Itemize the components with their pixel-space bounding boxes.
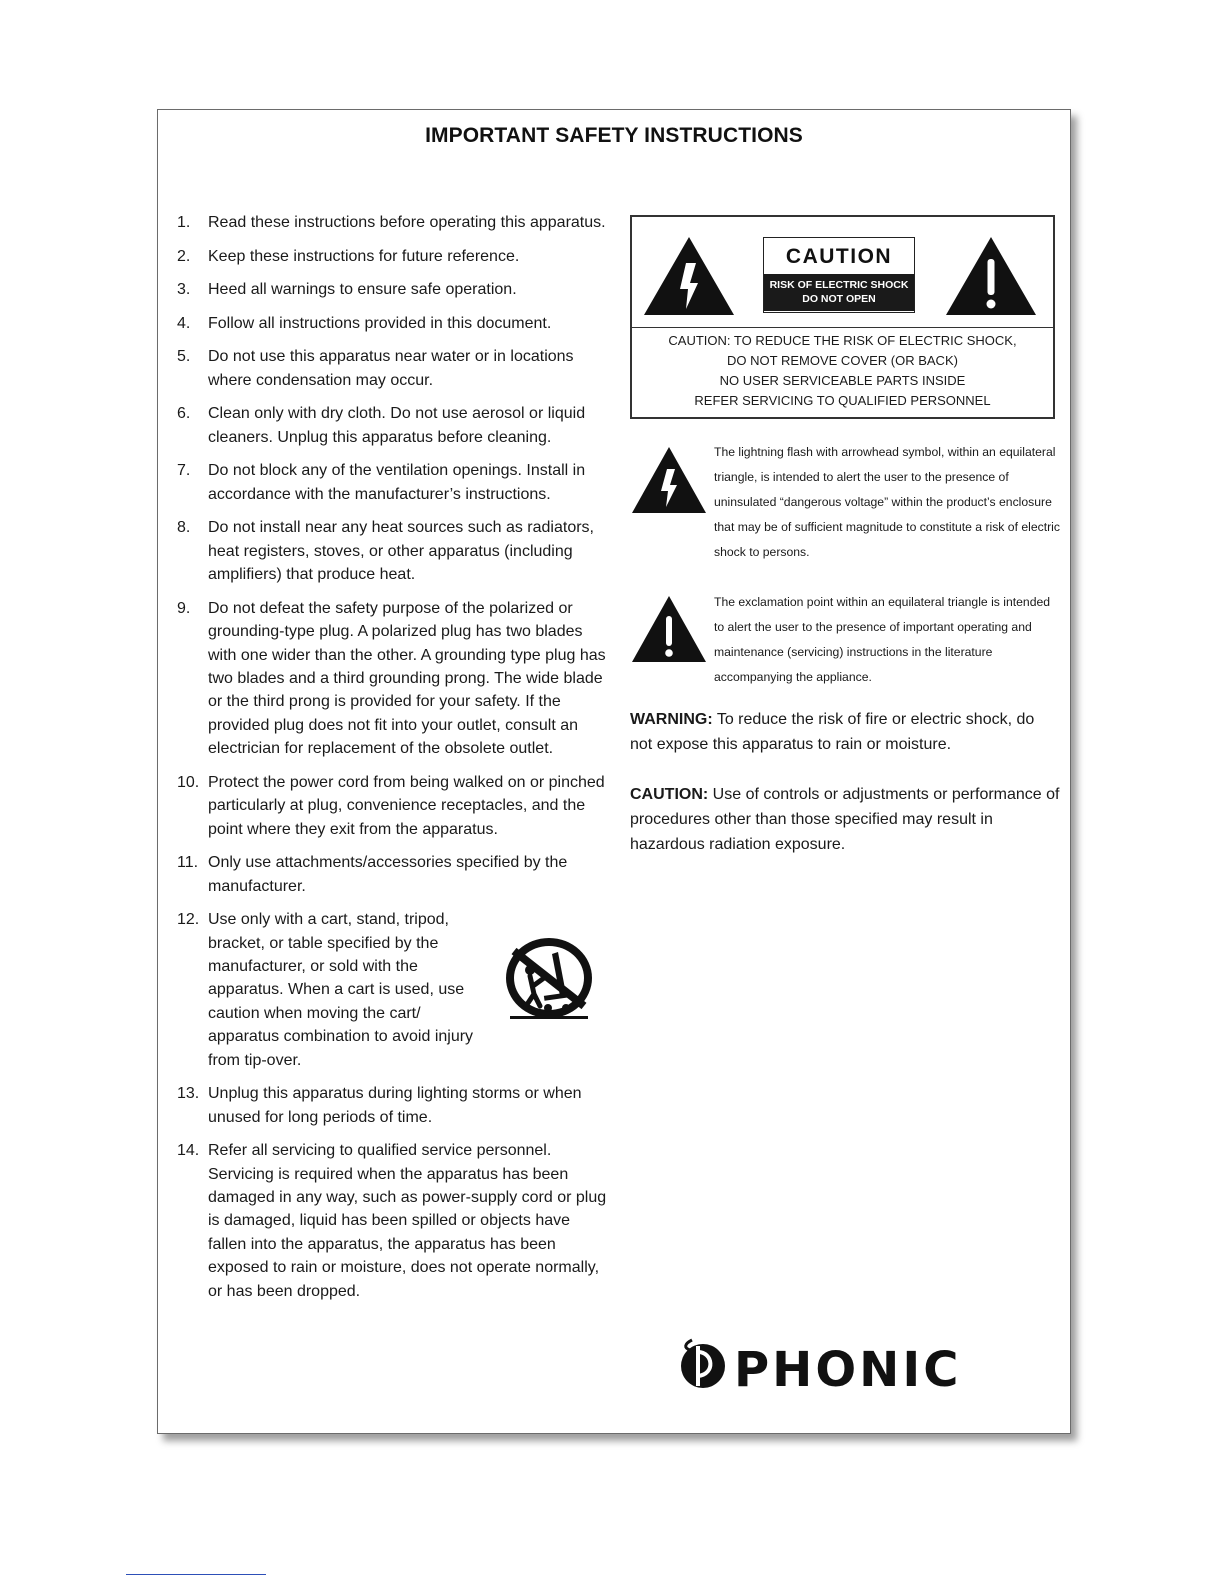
phonic-logo	[680, 1338, 1020, 1390]
item-text: Do not install near any heat sources such as radiators, heat registers, stoves, or other apparatus (including amplifiers) that produce heat.	[208, 519, 594, 584]
item-text: Do not defeat the safety purpose of the polarized or grounding-type plug. A polarized plug has two blades with one wider than the other. A grounding type plug has two blades and a third grounding prong. The wide blade or the third prong is provided for your safety. If the provided plug does not fit into your outlet, consult an electrician for replacement of the obsolete outlet.	[208, 599, 606, 758]
instruction-list	[176, 211, 608, 1313]
instruction-item	[176, 597, 608, 761]
instruction-item	[176, 851, 608, 898]
instruction-item	[176, 459, 608, 506]
warning-label: WARNING:	[630, 711, 713, 728]
instruction-item	[176, 278, 608, 301]
cart-tipover-icon	[500, 936, 596, 1026]
warning-text: To reduce the risk of fire or electric shock, do not expose this apparatus to rain or moisture.	[630, 711, 1035, 753]
item-number: 4.	[177, 314, 191, 332]
caution-line: CAUTION: TO REDUCE THE RISK OF ELECTRIC SHOCK,	[668, 333, 1017, 348]
item-text: Only use attachments/accessories specified by the manufacturer.	[208, 854, 568, 895]
item-number: 2.	[177, 247, 191, 265]
footer-link-underline	[126, 1574, 266, 1575]
lightning-triangle-icon	[630, 445, 708, 515]
item-number: 9.	[177, 599, 191, 617]
item-text: Keep these instructions for future reference.	[208, 247, 520, 265]
caution-line: REFER SERVICING TO QUALIFIED PERSONNEL	[694, 393, 991, 408]
item-text: Do not block any of the ventilation openings. Install in accordance with the manufacturer’s instructions.	[208, 462, 586, 503]
instruction-item	[176, 245, 608, 268]
instruction-item	[176, 345, 608, 392]
lightning-symbol-text: The lightning flash with arrowhead symbol, within an equilateral triangle, is intended to alert the user to the presence of uninsulated “dangerous voltage” within the product’s enclosure that may be of sufficient magnitude to constitute a risk of electric shock to persons.	[714, 445, 1060, 559]
caution-sub-line: DO NOT OPEN	[802, 293, 876, 305]
instruction-item	[176, 908, 608, 1072]
caution-label	[763, 237, 915, 313]
exclamation-triangle-icon	[630, 594, 708, 664]
instruction-item	[176, 312, 608, 335]
caution-sub-line: RISK OF ELECTRIC SHOCK	[769, 279, 909, 291]
item-text: Clean only with dry cloth. Do not use aerosol or liquid cleaners. Unplug this apparatus before cleaning.	[208, 405, 586, 446]
instruction-item	[176, 402, 608, 449]
instruction-item	[176, 1139, 608, 1303]
caution-notice	[630, 782, 1060, 857]
item-text: Unplug this apparatus during lighting storms or when unused for long periods of time.	[208, 1085, 582, 1126]
item-text: Use only with a cart, stand, tripod, bracket, or table specified by the manufacturer, or sold with the apparatus. When a cart is used, use caution when moving the cart/ apparatus combination to avoid injury from tip-over.	[208, 911, 474, 1069]
item-text: Protect the power cord from being walked on or pinched particularly at plug, convenience receptacles, and the point where they exit from the apparatus.	[208, 773, 605, 838]
caution-note-text: Use of controls or adjustments or performance of procedures other than those specified may result in hazardous radiation exposure.	[630, 786, 1060, 853]
item-text: Read these instructions before operating this apparatus.	[208, 214, 606, 231]
caution-note-label: CAUTION:	[630, 786, 709, 803]
caution-symbol-row	[632, 217, 1053, 328]
caution-subtitle	[764, 274, 914, 311]
item-number: 8.	[177, 519, 191, 537]
item-number: 10.	[177, 773, 200, 791]
item-number: 13.	[177, 1085, 200, 1103]
item-number: 7.	[177, 462, 191, 480]
document-page	[157, 109, 1071, 1434]
item-text: Follow all instructions provided in this document.	[208, 314, 552, 332]
instruction-item	[176, 771, 608, 841]
caution-line: NO USER SERVICEABLE PARTS INSIDE	[719, 373, 966, 388]
item-text: Refer all servicing to qualified service personnel. Servicing is required when the apparatus has been damaged in any way, such as power-supply cord or plug is damaged, liquid has been spilled or objects have fallen into the apparatus, the apparatus has been exposed to rain or moisture, does not operate normally, or has been dropped.	[208, 1142, 607, 1300]
caution-line: DO NOT REMOVE COVER (OR BACK)	[727, 353, 958, 368]
caution-word: CAUTION	[785, 245, 893, 268]
exclamation-triangle-icon	[944, 235, 1038, 317]
instruction-item	[176, 211, 608, 234]
item-number: 3.	[177, 281, 191, 299]
electric-shock-caution-box	[630, 215, 1055, 419]
caution-text-block	[632, 331, 1053, 411]
item-number: 12.	[177, 911, 200, 929]
item-number: 5.	[177, 348, 191, 366]
lightning-triangle-icon	[642, 235, 736, 317]
page-title: IMPORTANT SAFETY INSTRUCTIONS	[425, 124, 803, 147]
item-number: 1.	[177, 214, 191, 231]
item-number: 6.	[177, 405, 191, 423]
item-text: Do not use this apparatus near water or in locations where condensation may occur.	[208, 348, 574, 389]
item-number: 14.	[177, 1142, 200, 1160]
warning-notice	[630, 707, 1060, 757]
exclamation-symbol-text: The exclamation point within an equilateral triangle is intended to alert the user to the presence of important operating and maintenance (servicing) instructions in the literature accompanying the appliance.	[714, 595, 1051, 684]
brand-wordmark: PHONIC	[734, 1342, 962, 1390]
item-text: Heed all warnings to ensure safe operation.	[208, 281, 517, 299]
item-number: 11.	[177, 854, 199, 872]
instruction-item	[176, 516, 608, 586]
instruction-item	[176, 1082, 608, 1129]
